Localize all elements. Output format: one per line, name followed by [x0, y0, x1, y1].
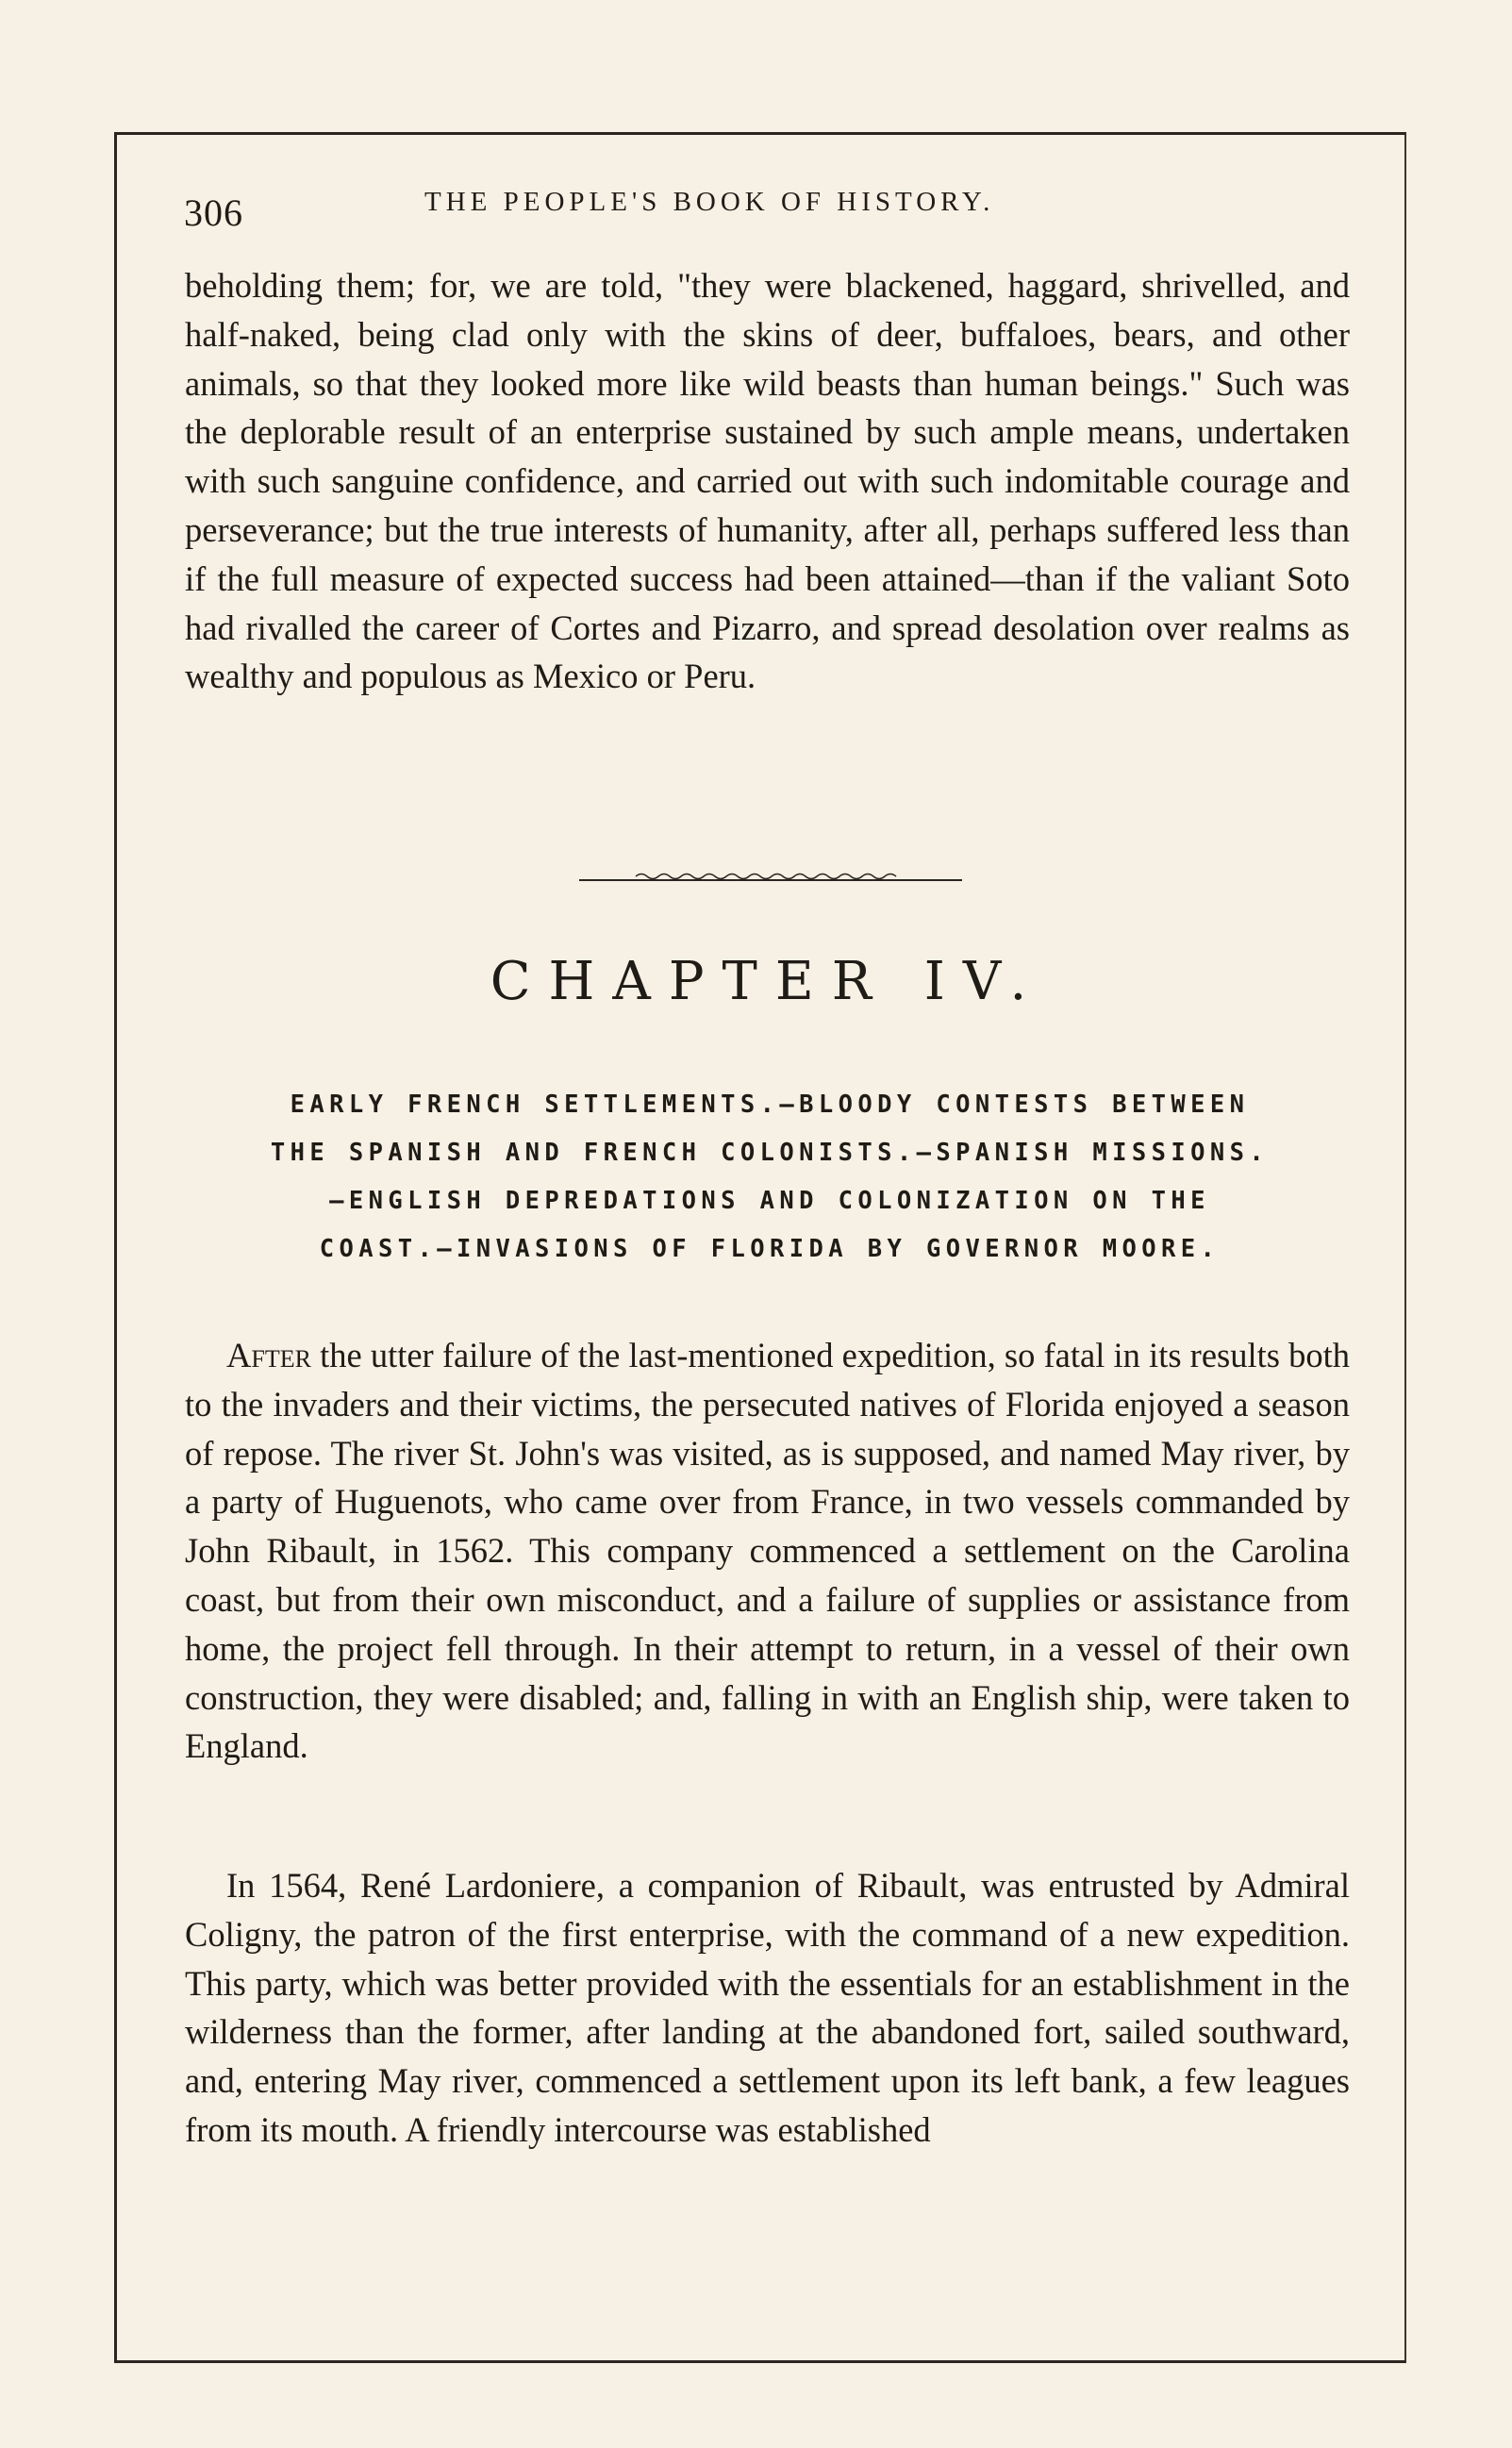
paragraph-1564: In 1564, René Lardoniere, a companion of Ribault, was entrusted by Admiral Coligny, the patron of the first enterprise, with the command of a new expedition. This party, which was better provided with the essentials for an establishment in the wilderness than the former, after landing at the abandoned fort, sailed southward, and, entering May river, commenced a settlement upon its left bank, a few leagues from its mouth. A friendly intercourse was established — [185, 1866, 1350, 2149]
synopsis-line: EARLY FRENCH SETTLEMENTS.—BLOODY CONTESTS BETWEEN — [290, 1091, 1250, 1119]
chapter-heading: CHAPTER IV. — [490, 951, 1045, 1012]
paragraph-lead-word: After — [226, 1336, 311, 1374]
running-head — [184, 187, 1354, 234]
synopsis-line: COAST.—INVASIONS OF FLORIDA BY GOVERNOR MOORE. — [319, 1235, 1221, 1263]
synopsis-line: THE SPANISH AND FRENCH COLONISTS.—SPANISH MISSIONS. — [270, 1139, 1270, 1167]
synopsis-line: —ENGLISH DEPREDATIONS AND COLONIZATION ON THE — [329, 1187, 1210, 1215]
paragraph-after-text: the utter failure of the last-mentioned expedition, so fatal in its results both to the invaders and their victims, the persecuted natives of Florida enjoyed a season of repose. The river St. John's was visited, as is supposed, and named May river, by a party of Huguenots, who came over from France, in two vessels commanded by John Ribault, in 1562. This company commenced a settlement on the Carolina coast, but from their own misconduct, and a failure of supplies or assistance from home, the project fell through. In their attempt to return, in a vessel of their own construction, they were disabled; and, falling in with an English ship, were taken to England. — [185, 1336, 1351, 1766]
decorative-rule — [579, 870, 962, 883]
paragraph-intro: beholding them; for, we are told, "they were blackened, haggard, shrivelled, and half-naked, being clad only with the skins of deer, buffaloes, bears, and other animals, so that they looked more like wild beasts than human beings." Such was the deplorable result of an enterprise sustained by such ample means, undertaken with such sanguine confidence, and carried out with such indomitable courage and perseverance; but the true interests of humanity, after all, perhaps suffered less than if the full measure of expected success had been attained—than if the valiant Soto had rivalled the career of Cortes and Pizarro, and spread desolation over realms as wealthy and populous as Mexico or Peru. — [185, 266, 1350, 696]
running-title: THE PEOPLE'S BOOK OF HISTORY. — [424, 187, 995, 217]
page-number: 306 — [184, 192, 243, 234]
paragraph-after — [185, 1331, 1350, 1771]
chapter-synopsis — [185, 1081, 1354, 1274]
